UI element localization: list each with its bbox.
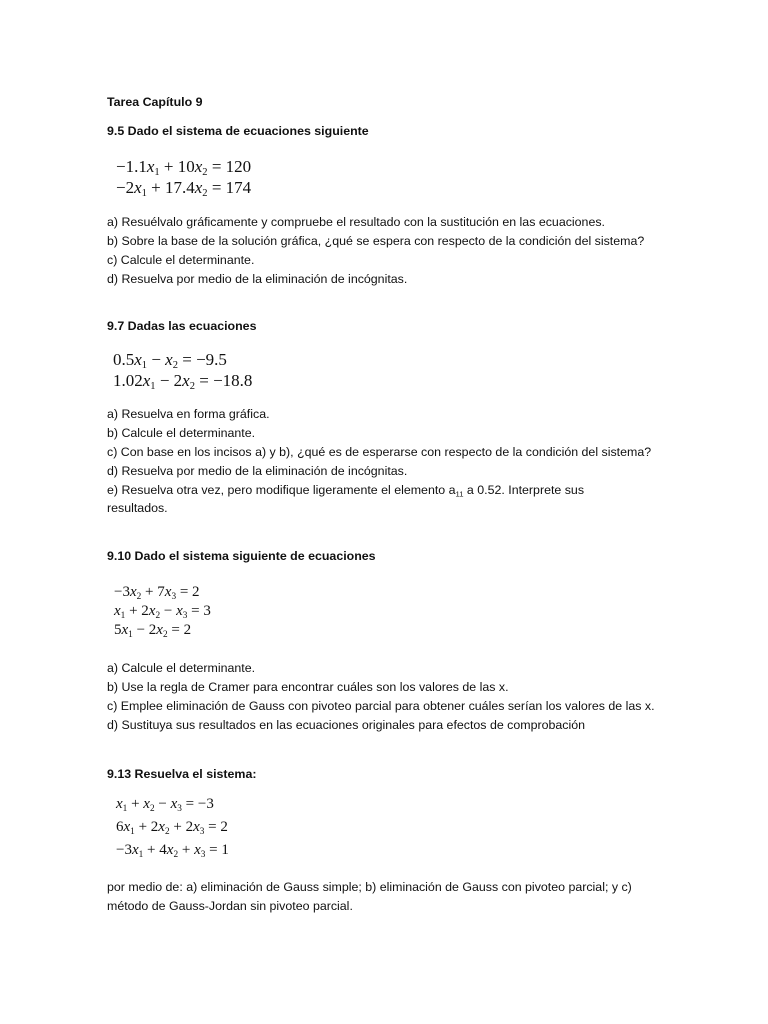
eq-coef: 1.02 xyxy=(113,371,143,390)
problem-9-7-item-e xyxy=(107,482,584,498)
problem-9-5-heading: 9.5 Dado el sistema de ecuaciones siguiente xyxy=(107,124,369,138)
item-e-text: a 0.52. Interprete sus xyxy=(463,483,585,497)
problem-9-10-heading: 9.10 Dado el sistema siguiente de ecuaciones xyxy=(107,549,376,563)
eq-rhs: 174 xyxy=(225,178,252,197)
eq-coef: −2 xyxy=(116,178,135,197)
equation-9-10-3: $5x_1 - 2x_2 = 2$ xyxy=(114,622,192,640)
equation-9-13-1: $x_1 + x_2 - x_3 = -3$ xyxy=(116,796,214,814)
eq-op: − xyxy=(159,371,170,390)
equation-9-5-2: $-2x_1 + 17.4x_2 = 174$ xyxy=(116,178,252,200)
problem-9-7-item-d: d) Resuelva por medio de la eliminación de incógnitas. xyxy=(107,464,408,478)
eq-coef: 0.5 xyxy=(113,350,135,369)
eq-coef: 10 xyxy=(177,157,195,176)
equation-9-7-2: $1.02x_1 - 2x_2 = -18.8$ xyxy=(113,371,253,393)
eq-rhs: −18.8 xyxy=(213,371,253,390)
problem-9-7-heading: 9.7 Dadas las ecuaciones xyxy=(107,319,257,333)
problem-9-13-heading: 9.13 Resuelva el sistema: xyxy=(107,767,257,781)
problem-9-10-item-b: b) Use la regla de Cramer para encontrar cuáles son los valores de las x. xyxy=(107,680,509,694)
problem-9-7-item-c: c) Con base en los incisos a) y b), ¿qué es de esperarse con respecto de la condición del sistema? xyxy=(107,445,652,459)
eq-rhs: 120 xyxy=(225,157,252,176)
eq-coef: 17.4 xyxy=(165,178,195,197)
problem-9-7-item-b: b) Calcule el determinante. xyxy=(107,426,256,440)
equation-9-13-3: $-3x_1 + 4x_2 + x_3 = 1$ xyxy=(116,842,229,860)
item-e-text: e) Resuelva otra vez, pero modifique ligeramente el elemento a xyxy=(107,483,456,497)
problem-9-5-item-b: b) Sobre la base de la solución gráfica, ¿qué se espera con respecto de la condición del sistema? xyxy=(107,234,645,248)
equation-9-10-1: $-3x_2 + 7x_3 = 2$ xyxy=(114,584,200,602)
problem-9-10-item-c: c) Emplee eliminación de Gauss con pivoteo parcial para obtener cuáles serían los valores de las x. xyxy=(107,699,655,713)
eq-coef: −1.1 xyxy=(116,157,147,176)
eq-op: − xyxy=(151,350,161,369)
problem-9-5-item-c: c) Calcule el determinante. xyxy=(107,253,255,267)
eq-coef: 2 xyxy=(173,371,183,390)
problem-9-5-item-d: d) Resuelva por medio de la eliminación de incógnitas. xyxy=(107,272,408,286)
equation-9-10-2: $x_1 + 2x_2 - x_3 = 3$ xyxy=(114,603,211,621)
problem-9-10-item-d: d) Sustituya sus resultados en las ecuaciones originales para efectos de comprobación xyxy=(107,718,586,732)
equation-9-5-1: $-1.1x_1 + 10x_2 = 120$ xyxy=(116,157,252,179)
problem-9-7-item-e-cont: resultados. xyxy=(107,501,168,515)
problem-9-13-text-line2: método de Gauss-Jordan sin pivoteo parcial. xyxy=(107,899,353,913)
problem-9-10-item-a: a) Calcule el determinante. xyxy=(107,661,256,675)
subscript: 11 xyxy=(455,489,464,499)
equation-9-13-2: $6x_1 + 2x_2 + 2x_3 = 2$ xyxy=(116,819,228,837)
problem-9-7-item-a: a) Resuelva en forma gráfica. xyxy=(107,407,270,421)
eq-rhs: −9.5 xyxy=(196,350,227,369)
problem-9-5-item-a: a) Resuélvalo gráficamente y compruebe el resultado con la sustitución en las ecuaciones. xyxy=(107,215,605,229)
problem-9-13-text-line1: por medio de: a) eliminación de Gauss simple; b) eliminación de Gauss con pivoteo parcial; y c) xyxy=(107,880,632,894)
equation-9-7-1: $0.5x_1 - x_2 = -9.5$ xyxy=(113,350,227,372)
page-title: Tarea Capítulo 9 xyxy=(107,95,203,109)
